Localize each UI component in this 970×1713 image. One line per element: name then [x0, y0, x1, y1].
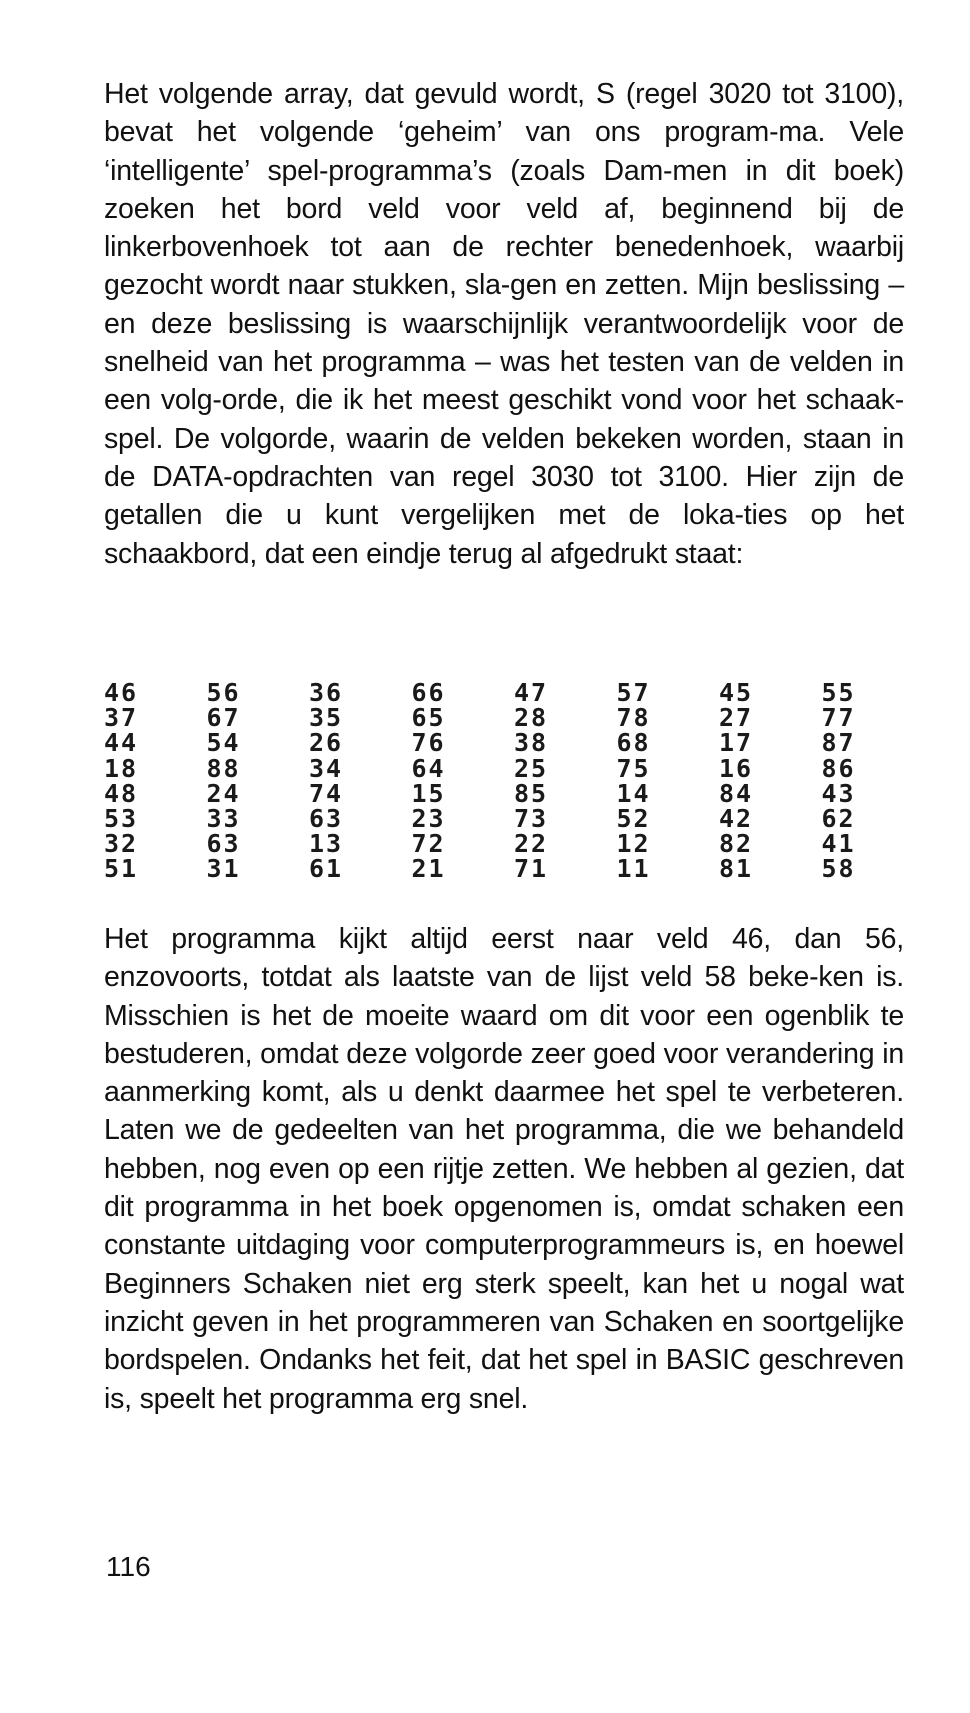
listing-value: 71 — [514, 854, 549, 884]
listing-value: 43 — [821, 778, 856, 808]
listing-value: 86 — [821, 753, 856, 783]
listing-value: 55 — [821, 678, 856, 707]
listing-value: 52 — [616, 803, 651, 833]
listing-value: 15 — [411, 778, 446, 808]
listing-value: 58 — [821, 854, 856, 884]
listing-value: 84 — [719, 778, 754, 808]
listing-value: 18 — [104, 753, 139, 783]
listing-value: 85 — [514, 778, 549, 808]
listing-value: 47 — [514, 678, 549, 707]
listing-value: 73 — [514, 803, 549, 833]
listing-value: 82 — [719, 829, 754, 859]
listing-value: 76 — [411, 728, 446, 758]
page-number: 116 — [106, 1551, 151, 1582]
listing-value: 46 — [104, 678, 139, 707]
listing-value: 11 — [616, 854, 651, 884]
listing-row — [104, 728, 924, 758]
listing-value: 61 — [309, 854, 344, 884]
square-order-listing — [104, 680, 924, 882]
listing-value: 48 — [104, 778, 139, 808]
listing-value: 25 — [514, 753, 549, 783]
listing-value: 28 — [514, 703, 549, 733]
body-paragraph-2: Het programma kijkt altijd eerst naar veld 46, dan 56, enzovoorts, totdat als laatste van de lijst veld 58 beke-ken is. Misschien is het de moeite waard om dit voor een ogenblik te bestuderen, omdat deze volgorde zeer goed voor verandering in aanmerking komt, als u denkt daarmee het spel te verbeteren. Laten we de gedeelten van het programma, die we behandeld hebben, nog even op een rijtje zetten. We hebben al gezien, dat dit programma in het boek opgenomen is, omdat schaken een constante uitdaging voor computerprogrammeurs is, en hoewel Beginners Schaken niet erg sterk speelt, kan het u nogal wat inzicht geven in het programmeren van Schaken en soortgelijke bordspelen. Ondanks het feit, dat het spel in BASIC geschreven is, speelt het programma erg snel. — [104, 923, 904, 1415]
listing-value: 65 — [411, 703, 446, 733]
listing-value: 13 — [309, 829, 344, 859]
listing-value: 45 — [719, 678, 754, 707]
listing-value: 37 — [104, 703, 139, 733]
listing-value: 77 — [821, 703, 856, 733]
listing-value: 57 — [616, 678, 651, 707]
listing-row — [104, 854, 924, 884]
listing-value: 42 — [719, 803, 754, 833]
listing-value: 68 — [616, 728, 651, 758]
listing-value: 33 — [206, 803, 241, 833]
listing-value: 74 — [309, 778, 344, 808]
listing-value: 72 — [411, 829, 446, 859]
listing-row — [104, 829, 924, 859]
listing-value: 64 — [411, 753, 446, 783]
listing-value: 75 — [616, 753, 651, 783]
listing-row — [104, 703, 924, 733]
listing-value: 14 — [616, 778, 651, 808]
listing-value: 12 — [616, 829, 651, 859]
listing-value: 35 — [309, 703, 344, 733]
listing-value: 88 — [206, 753, 241, 783]
listing-value: 26 — [309, 728, 344, 758]
listing-value: 23 — [411, 803, 446, 833]
listing-value: 63 — [206, 829, 241, 859]
listing-value: 53 — [104, 803, 139, 833]
listing-value: 38 — [514, 728, 549, 758]
listing-value: 87 — [821, 728, 856, 758]
body-paragraph-1: Het volgende array, dat gevuld wordt, S (regel 3020 tot 3100), bevat het volgende ‘geheim’ van ons program-ma. Vele ‘intelligente’ spel-programma’s (zoals Dam-men in dit boek) zoeken het bord veld voor veld af, beginnend bij de linkerbovenhoek tot aan de rechter benedenhoek, waarbij gezocht wordt naar stukken, sla-gen en zetten. Mijn beslissing – en deze beslissing is waarschijnlijk verantwoordelijk voor de snelheid van het programma – was het testen van de velden in een volg-orde, die ik het meest geschikt vond voor het schaak-spel. De volgorde, waarin de velden bekeken worden, staan in de DATA-opdrachten van regel 3030 tot 3100. Hier zijn de getallen die u kunt vergelijken met de loka-ties op het schaakbord, dat een eindje terug al afgedrukt staat: — [104, 78, 904, 570]
listing-value: 54 — [206, 728, 241, 758]
listing-row — [104, 680, 924, 705]
listing-value: 51 — [104, 854, 139, 884]
listing-value: 16 — [719, 753, 754, 783]
listing-value: 44 — [104, 728, 139, 758]
listing-value: 31 — [206, 854, 241, 884]
listing-value: 27 — [719, 703, 754, 733]
listing-value: 66 — [411, 678, 446, 707]
listing-row — [104, 753, 924, 783]
listing-value: 78 — [616, 703, 651, 733]
listing-value: 22 — [514, 829, 549, 859]
listing-value: 81 — [719, 854, 754, 884]
listing-row — [104, 803, 924, 833]
listing-value: 21 — [411, 854, 446, 884]
listing-value: 17 — [719, 728, 754, 758]
listing-value: 32 — [104, 829, 139, 859]
listing-row — [104, 778, 924, 808]
listing-value: 67 — [206, 703, 241, 733]
listing-value: 62 — [821, 803, 856, 833]
listing-value: 41 — [821, 829, 856, 859]
listing-value: 34 — [309, 753, 344, 783]
listing-value: 24 — [206, 778, 241, 808]
listing-value: 63 — [309, 803, 344, 833]
listing-value: 56 — [206, 678, 241, 707]
listing-value: 36 — [309, 678, 344, 707]
